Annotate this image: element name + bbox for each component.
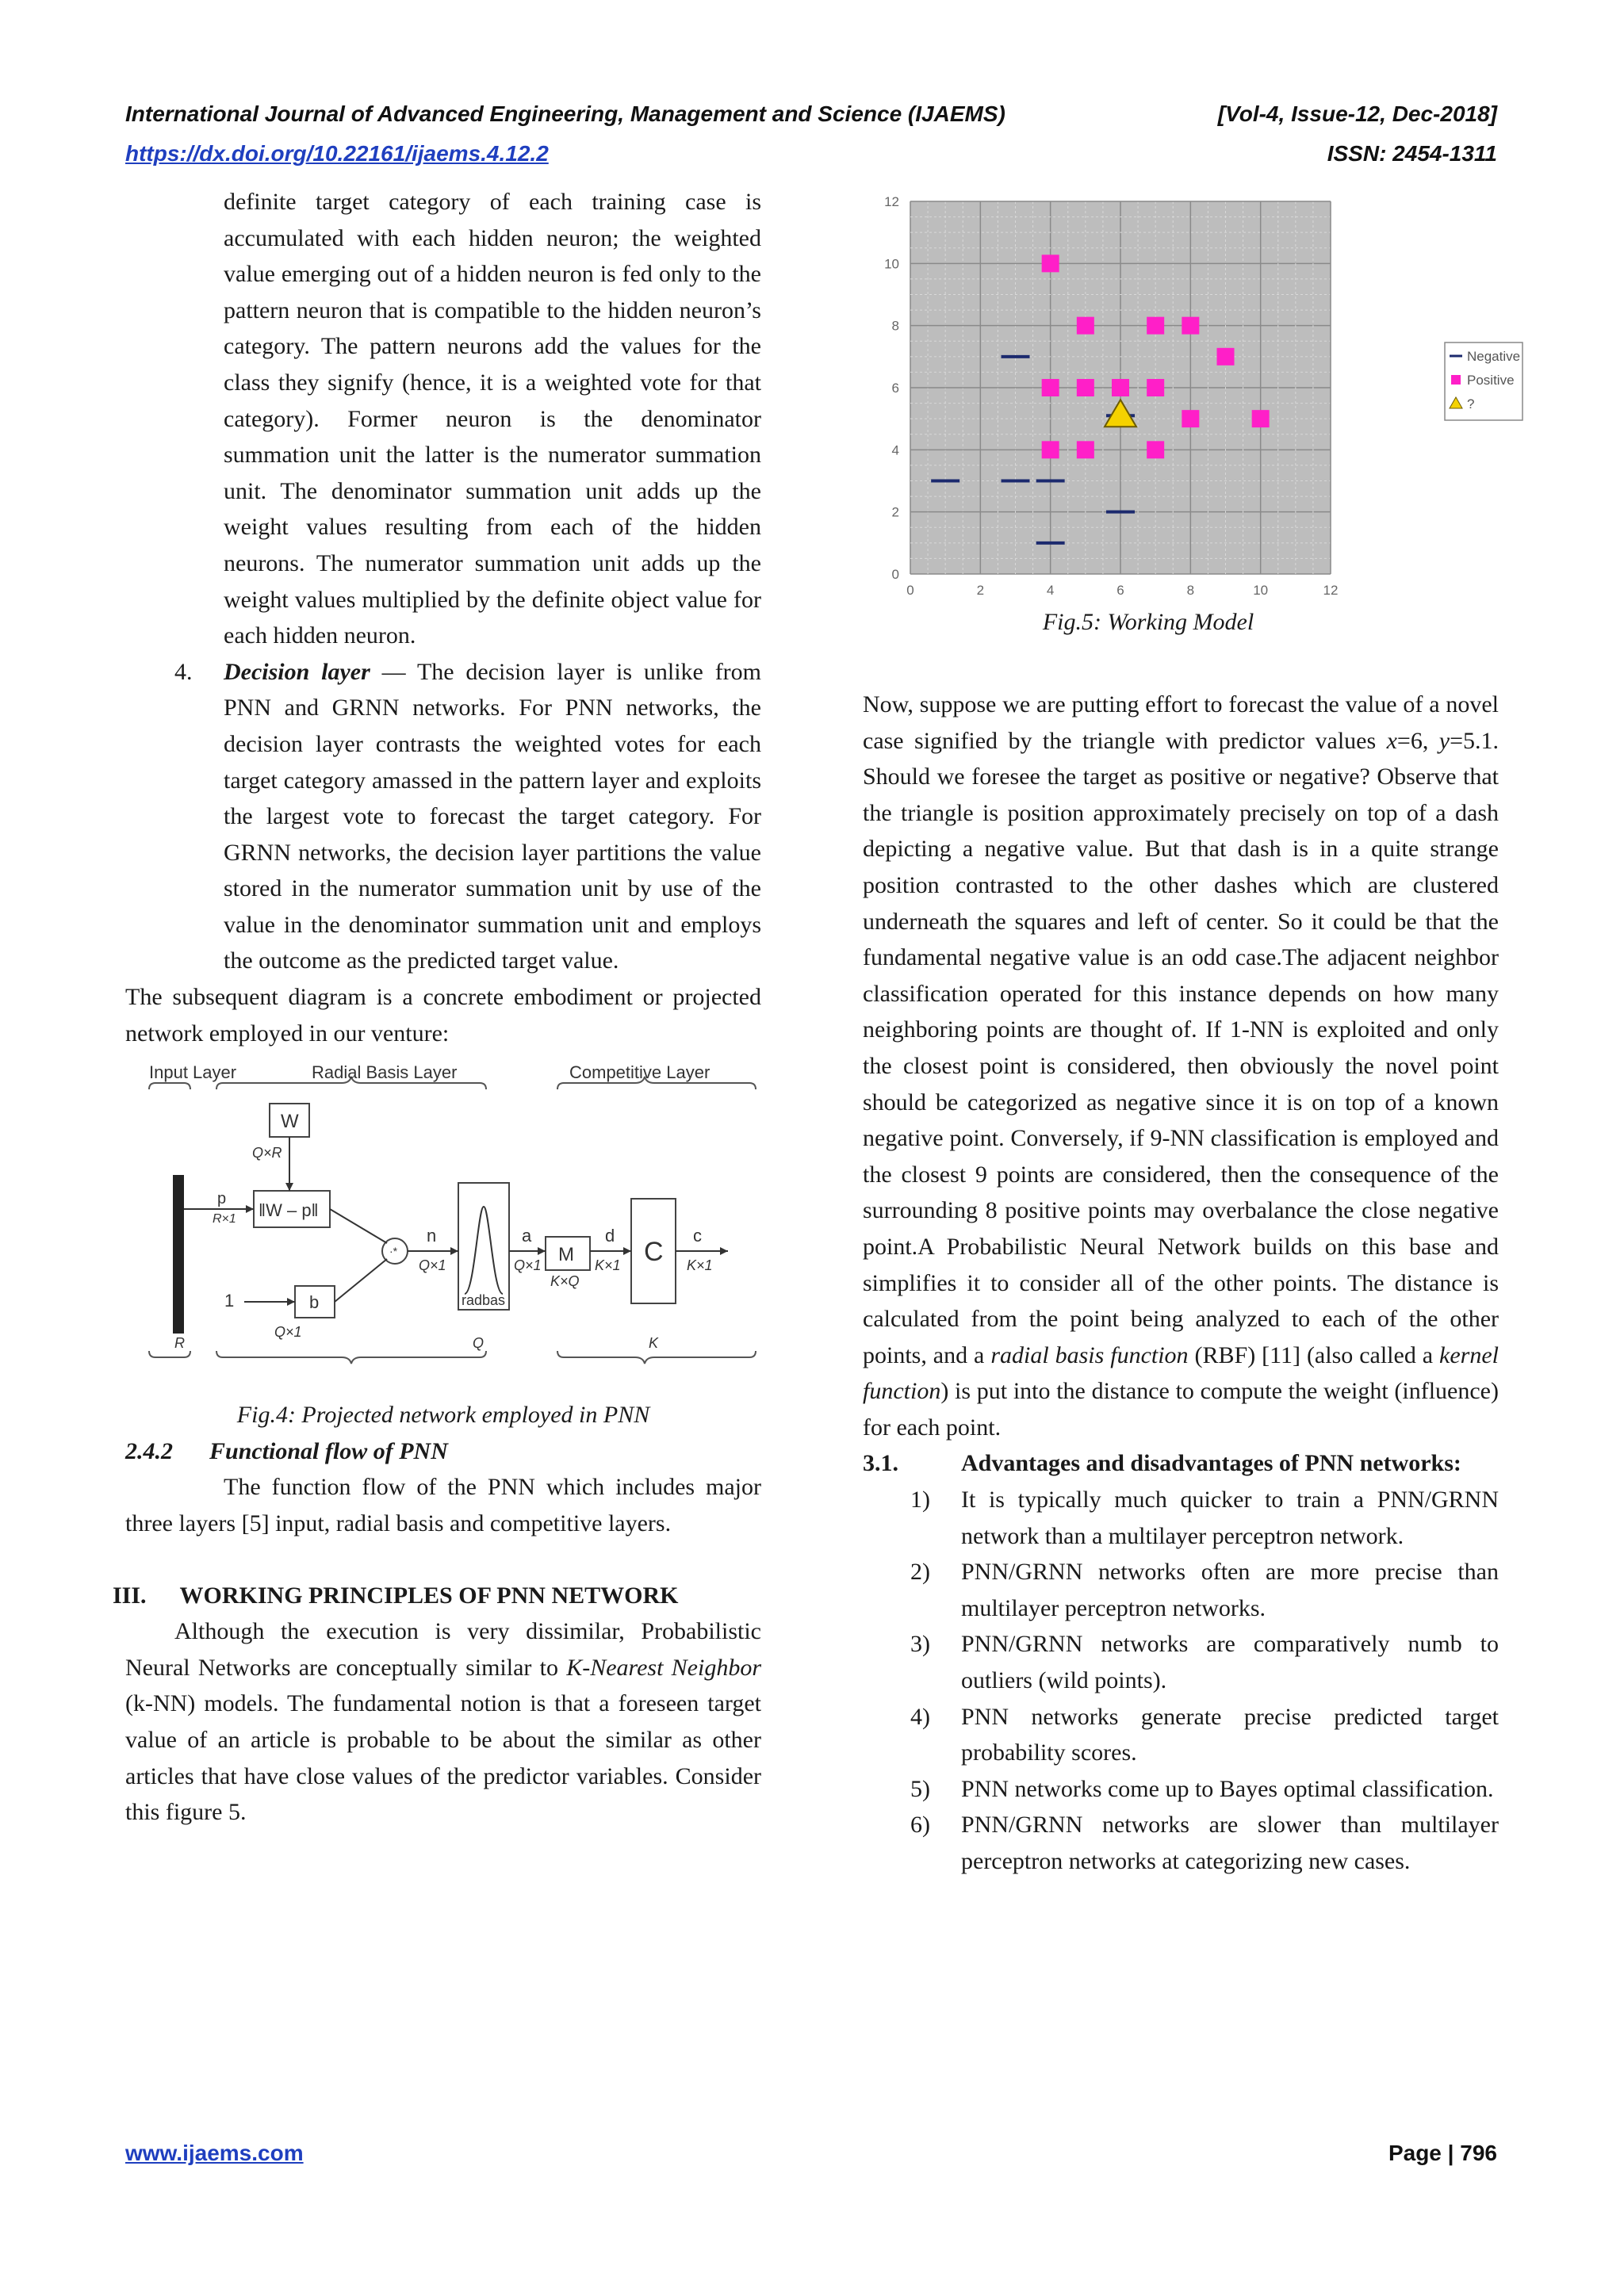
right-paragraph: [863, 687, 1499, 1445]
label-competitive-layer: Competitive Layer: [569, 1062, 710, 1083]
advantage-number: 6): [910, 1812, 930, 1839]
y-tick-label: 2: [891, 504, 899, 520]
label-a: a: [522, 1226, 532, 1246]
decision-layer-item: [125, 654, 761, 979]
y-tick-label: 0: [891, 567, 899, 582]
advantage-text: PNN networks generate precise predicted target probability scores.: [961, 1703, 1499, 1766]
fig5-chart: [863, 187, 1534, 599]
positive-point: [1042, 254, 1059, 272]
positive-point: [1147, 379, 1164, 396]
subsection-heading: [125, 1433, 761, 1470]
subsection-number: 2.4.2: [125, 1437, 173, 1464]
rp-e: ) is put into the distance to compute the weight (influence) for each point.: [863, 1378, 1499, 1441]
label-c-box: C: [644, 1237, 664, 1268]
advantages-heading: [863, 1445, 1499, 1482]
advantage-number: 1): [910, 1487, 930, 1513]
label-b: b: [309, 1292, 320, 1313]
advantages-list: [863, 1482, 1499, 1880]
advantage-item: [863, 1771, 1499, 1808]
rp-b: =6,: [1396, 727, 1439, 754]
subsection-title: Functional flow of PNN: [209, 1437, 448, 1464]
y-tick-label: 4: [891, 442, 899, 458]
rp-a: Now, suppose we are putting effort to forecast the value of a novel case signified by the triangle with predictor values: [863, 691, 1499, 754]
section-text-a: Although the execution is very dissimilar, Probabilistic Neural Networks are conceptually similar to: [125, 1618, 761, 1681]
x-tick-label: 8: [1186, 583, 1195, 598]
advantages-title: Advantages and disadvantages of PNN networks:: [961, 1450, 1461, 1477]
y-tick-label: 6: [891, 381, 899, 396]
label-qxr: Q×R: [252, 1145, 282, 1161]
y-tick-label: 8: [891, 318, 899, 334]
issn: ISSN: 2454-1311: [1327, 141, 1497, 166]
volume-info: [Vol-4, Issue-12, Dec-2018]: [1217, 101, 1497, 126]
section-text-italic: K-Nearest Neighbor: [566, 1654, 761, 1681]
footer-site-link[interactable]: www.ijaems.com: [125, 2141, 304, 2165]
left-column: [113, 184, 762, 1831]
item-number: 4.: [174, 658, 193, 685]
rp-x: x: [1386, 727, 1397, 754]
label-kxq: K×Q: [550, 1273, 580, 1290]
label-m: M: [558, 1244, 574, 1266]
fig5-area: [863, 187, 1534, 635]
label-p: p: [217, 1190, 227, 1208]
label-d-kx1: K×1: [595, 1257, 621, 1274]
advantage-text: PNN/GRNN networks often are more precise than multilayer perceptron networks.: [961, 1559, 1499, 1621]
positive-point: [1217, 348, 1235, 365]
label-wp: ‖W – p‖: [259, 1200, 319, 1221]
x-tick-label: 6: [1116, 583, 1124, 598]
x-tick-label: 12: [1323, 583, 1339, 598]
section-title: WORKING PRINCIPLES OF PNN NETWORK: [179, 1582, 679, 1609]
label-radial-layer: Radial Basis Layer: [312, 1062, 458, 1083]
section-text-b: (k-NN) models. The fundamental notion is that a foreseen target value of an article is probable to be about the similar as other articles that have close values of the predictor variables. Consider this figure 5.: [125, 1690, 761, 1826]
label-q: Q: [473, 1335, 485, 1352]
legend-positive-swatch: [1451, 375, 1461, 385]
positive-point: [1147, 317, 1164, 335]
label-input-layer: Input Layer: [149, 1062, 237, 1083]
advantage-item: [863, 1807, 1499, 1879]
x-tick-label: 2: [976, 583, 985, 598]
positive-point: [1252, 410, 1270, 427]
item-title: Decision layer: [224, 658, 370, 685]
label-c-kx1: K×1: [687, 1257, 713, 1274]
fig4-area: [125, 1056, 761, 1397]
label-radbas: radbas: [462, 1292, 506, 1309]
diagram-intro: The subsequent diagram is a concrete embodiment or projected network employed in our venture:: [125, 984, 761, 1047]
positive-point: [1147, 441, 1164, 458]
rp-c: =5.1. Should we foresee the target as positive or negative? Observe that the triangle is position approximately precisely on top of a dash depicting a negative value. But that dash is in a quite strange position contrasted to the other dashes which are clustered underneath the squares and left of center. So it could be that the fundamental negative value is an odd case.The adjacent neighbor classification operated for this instance depends on how many neighboring points are thought of. If 1-NN is exploited and only the closest point is considered, then obviously the novel point should be categorized as negative since it is on top of a known negative point. Conversely, if 9-NN classification is employed and the closest 9 points are considered, then the consequence of the surrounding 8 positive points may overbalance the close negative point.A Probabilistic Neural Network builds on this base and simplifies it to consider all of the other points. The distance is calculated from the point being analyzed to each of the other points, and a: [863, 727, 1500, 1368]
advantage-number: 3): [910, 1631, 930, 1658]
legend-label: Positive: [1467, 373, 1515, 388]
label-k: K: [649, 1335, 659, 1352]
item-text: — The decision layer is unlike from PNN and GRNN networks. For PNN networks, the decision layer contrasts the weighted votes for each target category amassed in the pattern layer and exploits the largest vote to forecast the target category. For GRNN networks, the decision layer partitions the value stored in the numerator summation unit by use of the value in the denominator summation unit and employs the outcome as the predicted target value.: [224, 658, 762, 974]
positive-point: [1182, 317, 1199, 335]
advantage-text: It is typically much quicker to train a PNN/GRNN network than a multilayer perceptron network.: [961, 1487, 1499, 1549]
positive-point: [1077, 317, 1094, 335]
positive-point: [1042, 379, 1059, 396]
advantage-text: PNN/GRNN networks are comparatively numb to outliers (wild points).: [961, 1631, 1499, 1694]
input-bar: [173, 1175, 184, 1334]
right-column: [863, 687, 1499, 1880]
label-one: 1: [224, 1291, 235, 1311]
fig4-diagram: [125, 1056, 761, 1397]
label-d: d: [605, 1226, 615, 1246]
label-n: n: [427, 1226, 437, 1246]
advantages-number: 3.1.: [863, 1450, 898, 1477]
radbas-box: [458, 1183, 509, 1310]
x-tick-label: 0: [906, 583, 914, 598]
fig4-caption: Fig.4: Projected network employed in PNN: [236, 1402, 650, 1429]
label-rx1: R×1: [213, 1212, 236, 1226]
x-tick-label: 10: [1253, 583, 1269, 598]
x-tick-label: 4: [1046, 583, 1055, 598]
positive-point: [1042, 441, 1059, 458]
advantage-number: 4): [910, 1703, 930, 1730]
rp-rbf: radial basis function: [990, 1341, 1189, 1368]
doi-link[interactable]: https://dx.doi.org/10.22161/ijaems.4.12.2: [125, 141, 549, 166]
label-b-qx1: Q×1: [274, 1324, 302, 1341]
continued-paragraph: definite target category of each training case is accumulated with each hidden neuron; the weighted value emerging out of a hidden neuron is fed only to the pattern neuron that is compatible to the hidden neuron’s category. The pattern neurons add the values for the class they signify (hence, it is a weighted vote for that category). Former neuron is the denominator summation unit the latter is the numerator summation unit. The denominator summation unit adds up the weight values resulting from each of the hidden neurons. The numerator summation unit adds up the weight values multiplied by the definite object value for each hidden neuron.: [224, 189, 761, 649]
advantage-number: 5): [910, 1775, 930, 1802]
positive-point: [1112, 379, 1129, 396]
label-c: c: [693, 1226, 702, 1246]
advantage-item: [863, 1699, 1499, 1771]
advantage-item: [863, 1626, 1499, 1698]
section-number: III.: [113, 1582, 147, 1609]
section-paragraph: [125, 1613, 761, 1831]
y-tick-label: 12: [884, 194, 899, 209]
page-number: Page | 796: [1388, 2141, 1497, 2165]
label-w: W: [281, 1111, 299, 1133]
fig5-caption: Fig.5: Working Model: [1042, 609, 1254, 635]
advantage-item: [863, 1482, 1499, 1554]
legend-label: ?: [1467, 396, 1475, 411]
positive-point: [1077, 441, 1094, 458]
advantage-text: PNN/GRNN networks are slower than multilayer perceptron networks at categorizing new cases.: [961, 1812, 1499, 1874]
label-a-qx1: Q×1: [514, 1257, 542, 1274]
label-r: R: [174, 1335, 185, 1352]
advantage-number: 2): [910, 1559, 930, 1586]
advantage-text: PNN networks come up to Bayes optimal classification.: [961, 1775, 1494, 1802]
rp-kf: kernel function: [863, 1341, 1499, 1405]
journal-title: International Journal of Advanced Engineering, Management and Science (IJAEMS): [125, 101, 1005, 126]
legend-label: Negative: [1467, 349, 1521, 364]
label-n-qx1: Q×1: [419, 1257, 446, 1274]
positive-point: [1077, 379, 1094, 396]
positive-point: [1182, 410, 1199, 427]
section-heading: [113, 1578, 761, 1614]
y-tick-label: 10: [884, 256, 899, 272]
label-dot: ·*: [389, 1245, 398, 1258]
rp-y: y: [1438, 727, 1450, 754]
subsection-text: The function flow of the PNN which includes major three layers [5] input, radial basis and competitive layers.: [125, 1474, 761, 1537]
advantage-item: [863, 1554, 1499, 1626]
rp-d: (RBF) [11] (also called a: [1188, 1341, 1440, 1368]
